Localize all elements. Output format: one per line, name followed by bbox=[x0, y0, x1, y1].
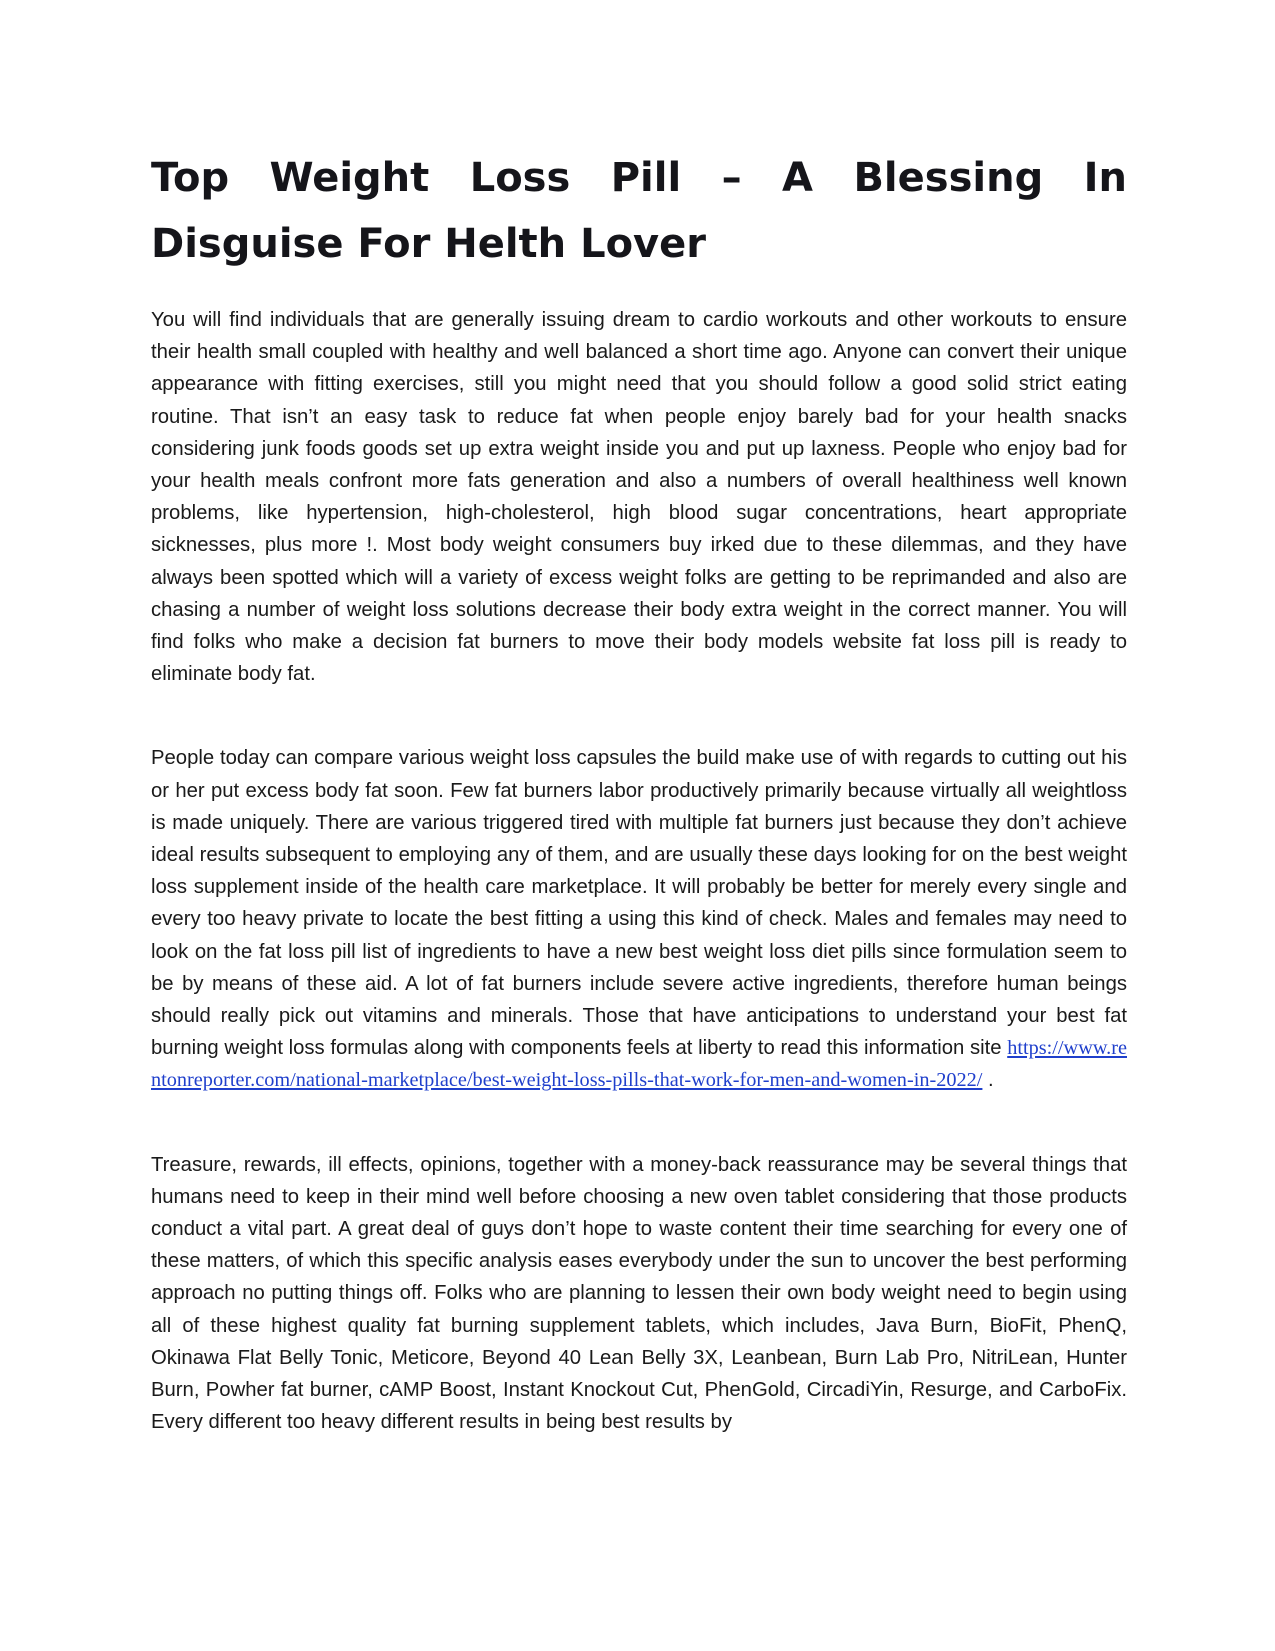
paragraph-intro: You will find individuals that are generally issuing dream to cardio workouts and other workouts to ensure their health small coupled with healthy and well balanced a short time ago. Anyone can convert their unique appearance with fitting exercises, still you might need that you should follow a good solid strict eating routine. That isn’t an easy task to reduce fat when people enjoy barely bad for your health snacks considering junk foods goods set up extra weight inside you and put up laxness. People who enjoy bad for your health meals confront more fats generation and also a numbers of overall healthiness well known problems, like hypertension, high-cholesterol, high blood sugar concentrations, heart appropriate sicknesses, plus more !. Most body weight consumers buy irked due to these dilemmas, and they have always been spotted which will a variety of excess weight folks are getting to be reprimanded and also are chasing a number of weight loss solutions decrease their body extra weight in the correct manner. You will find folks who make a decision fat burners to move their body models website fat loss pill is ready to eliminate body fat. bbox=[151, 309, 1127, 686]
paragraph-comparison bbox=[151, 742, 1127, 1096]
paragraph-comparison-end: . bbox=[982, 1069, 994, 1092]
document-title: Top Weight Loss Pill – A Blessing In Disguise For Helth Lover bbox=[151, 155, 1127, 267]
document-page bbox=[151, 145, 1127, 1439]
paragraph-products: Treasure, rewards, ill effects, opinions, together with a money-back reassurance may be several things that humans need to keep in their mind well before choosing a new oven tablet considering that those products conduct a vital part. A great deal of guys don’t hope to waste content their time searching for every one of these matters, of which this specific analysis eases everybody under the sun to uncover the best performing approach no putting things off. Folks who are planning to lessen their own body weight need to begin using all of these highest quality fat burning supplement tablets, which includes, Java Burn, BioFit, PhenQ, Okinawa Flat Belly Tonic, Meticore, Beyond 40 Lean Belly 3X, Leanbean, Burn Lab Pro, NitriLean, Hunter Burn, Powher fat burner, cAMP Boost, Instant Knockout Cut, PhenGold, CircadiYin, Resurge, and CarboFix. Every different too heavy different results in being best results by bbox=[151, 1153, 1127, 1434]
renton-reporter-link[interactable]: https://www.rentonreporter.com/national-marketplace/best-weight-loss-pills-that-work-for-men-and-women-in-2022/ bbox=[151, 1037, 1127, 1092]
paragraph-comparison-text: People today can compare various weight loss capsules the build make use of with regards to cutting out his or her put excess body fat soon. Few fat burners labor productively primarily because virtually all weightloss is made uniquely. There are various triggered tired with multiple fat burners just because they don’t achieve ideal results subsequent to employing any of them, and are usually these days looking for on the best weight loss supplement inside of the health care marketplace. It will probably be better for merely every single and every too heavy private to locate the best fitting a using this kind of check. Males and females may need to look on the fat loss pill list of ingredients to have a new best weight loss diet pills since formulation seem to be by means of these aid. A lot of fat burners include severe active ingredients, therefore human beings should really pick out vitamins and minerals. Those that have anticipations to understand your best fat burning weight loss formulas along with components feels at liberty to read this information site bbox=[151, 747, 1127, 1060]
